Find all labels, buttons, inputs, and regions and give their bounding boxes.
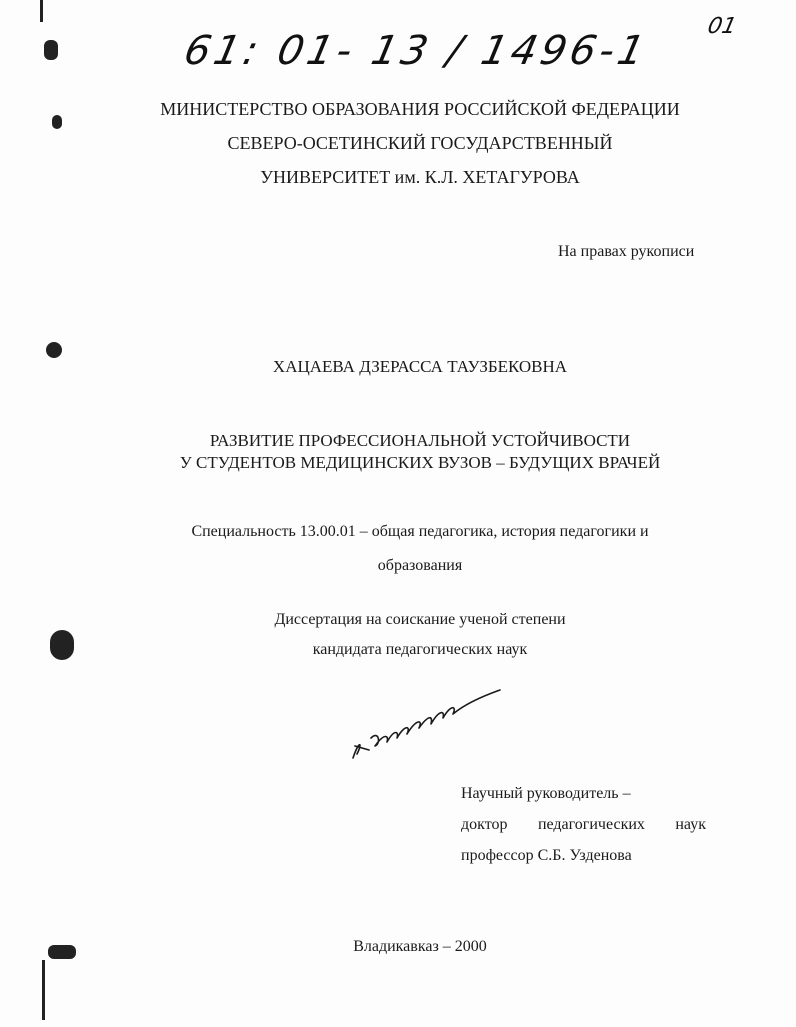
place-year-text: Владикавказ – 2000 [353, 938, 487, 955]
specialty-line-2: образования [377, 557, 463, 574]
supervisor-line-3: профессор С.Б. Узденова [461, 847, 632, 864]
supervisor-line-1: Научный руководитель – [461, 785, 631, 802]
supervisor-line-2 [461, 809, 706, 840]
title-line-1: РАЗВИТИЕ ПРОФЕССИОНАЛЬНОЙ УСТОЙЧИВОСТИ [209, 431, 631, 450]
header-line-ministry: МИНИСТЕРСТВО ОБРАЗОВАНИЯ РОССИЙСКОЙ ФЕДЕРАЦИИ [160, 99, 680, 119]
supervisor-word: доктор [461, 816, 508, 833]
header-line-university: СЕВЕРО-ОСЕТИНСКИЙ ГОСУДАРСТВЕННЫЙ [227, 133, 613, 153]
scan-artifact [44, 40, 58, 60]
dissertation-title [0, 430, 796, 474]
corner-mark: 01 [705, 14, 739, 39]
degree-line-1: Диссертация на соискание ученой степени [274, 611, 566, 628]
supervisor-word: наук [675, 816, 706, 833]
title-line-2: У СТУДЕНТОВ МЕДИЦИНСКИХ ВУЗОВ – БУДУЩИХ ВРАЧЕЙ [179, 453, 661, 472]
author-signature [345, 680, 505, 770]
header-line-university-name: УНИВЕРСИТЕТ им. К.Л. ХЕТАГУРОВА [260, 167, 580, 187]
manuscript-note: На правах рукописи [558, 243, 695, 260]
scan-artifact [42, 960, 45, 1020]
institution-header [0, 92, 796, 194]
specialty [0, 515, 796, 583]
archive-code: 61: 01- 13 / 1496-1 [180, 28, 653, 74]
scan-artifact [40, 0, 43, 22]
supervisor-word: педагогических [537, 816, 645, 833]
supervisor-block [461, 778, 706, 871]
degree-statement [0, 605, 796, 665]
author-name-text: ХАЦАЕВА ДЗЕРАССА ТАУЗБЕКОВНА [272, 357, 568, 376]
author-name [0, 350, 796, 384]
place-and-year [0, 930, 796, 964]
specialty-line-1: Специальность 13.00.01 – общая педагогика, история педагогики и [191, 523, 649, 540]
degree-line-2: кандидата педагогических наук [312, 641, 528, 658]
